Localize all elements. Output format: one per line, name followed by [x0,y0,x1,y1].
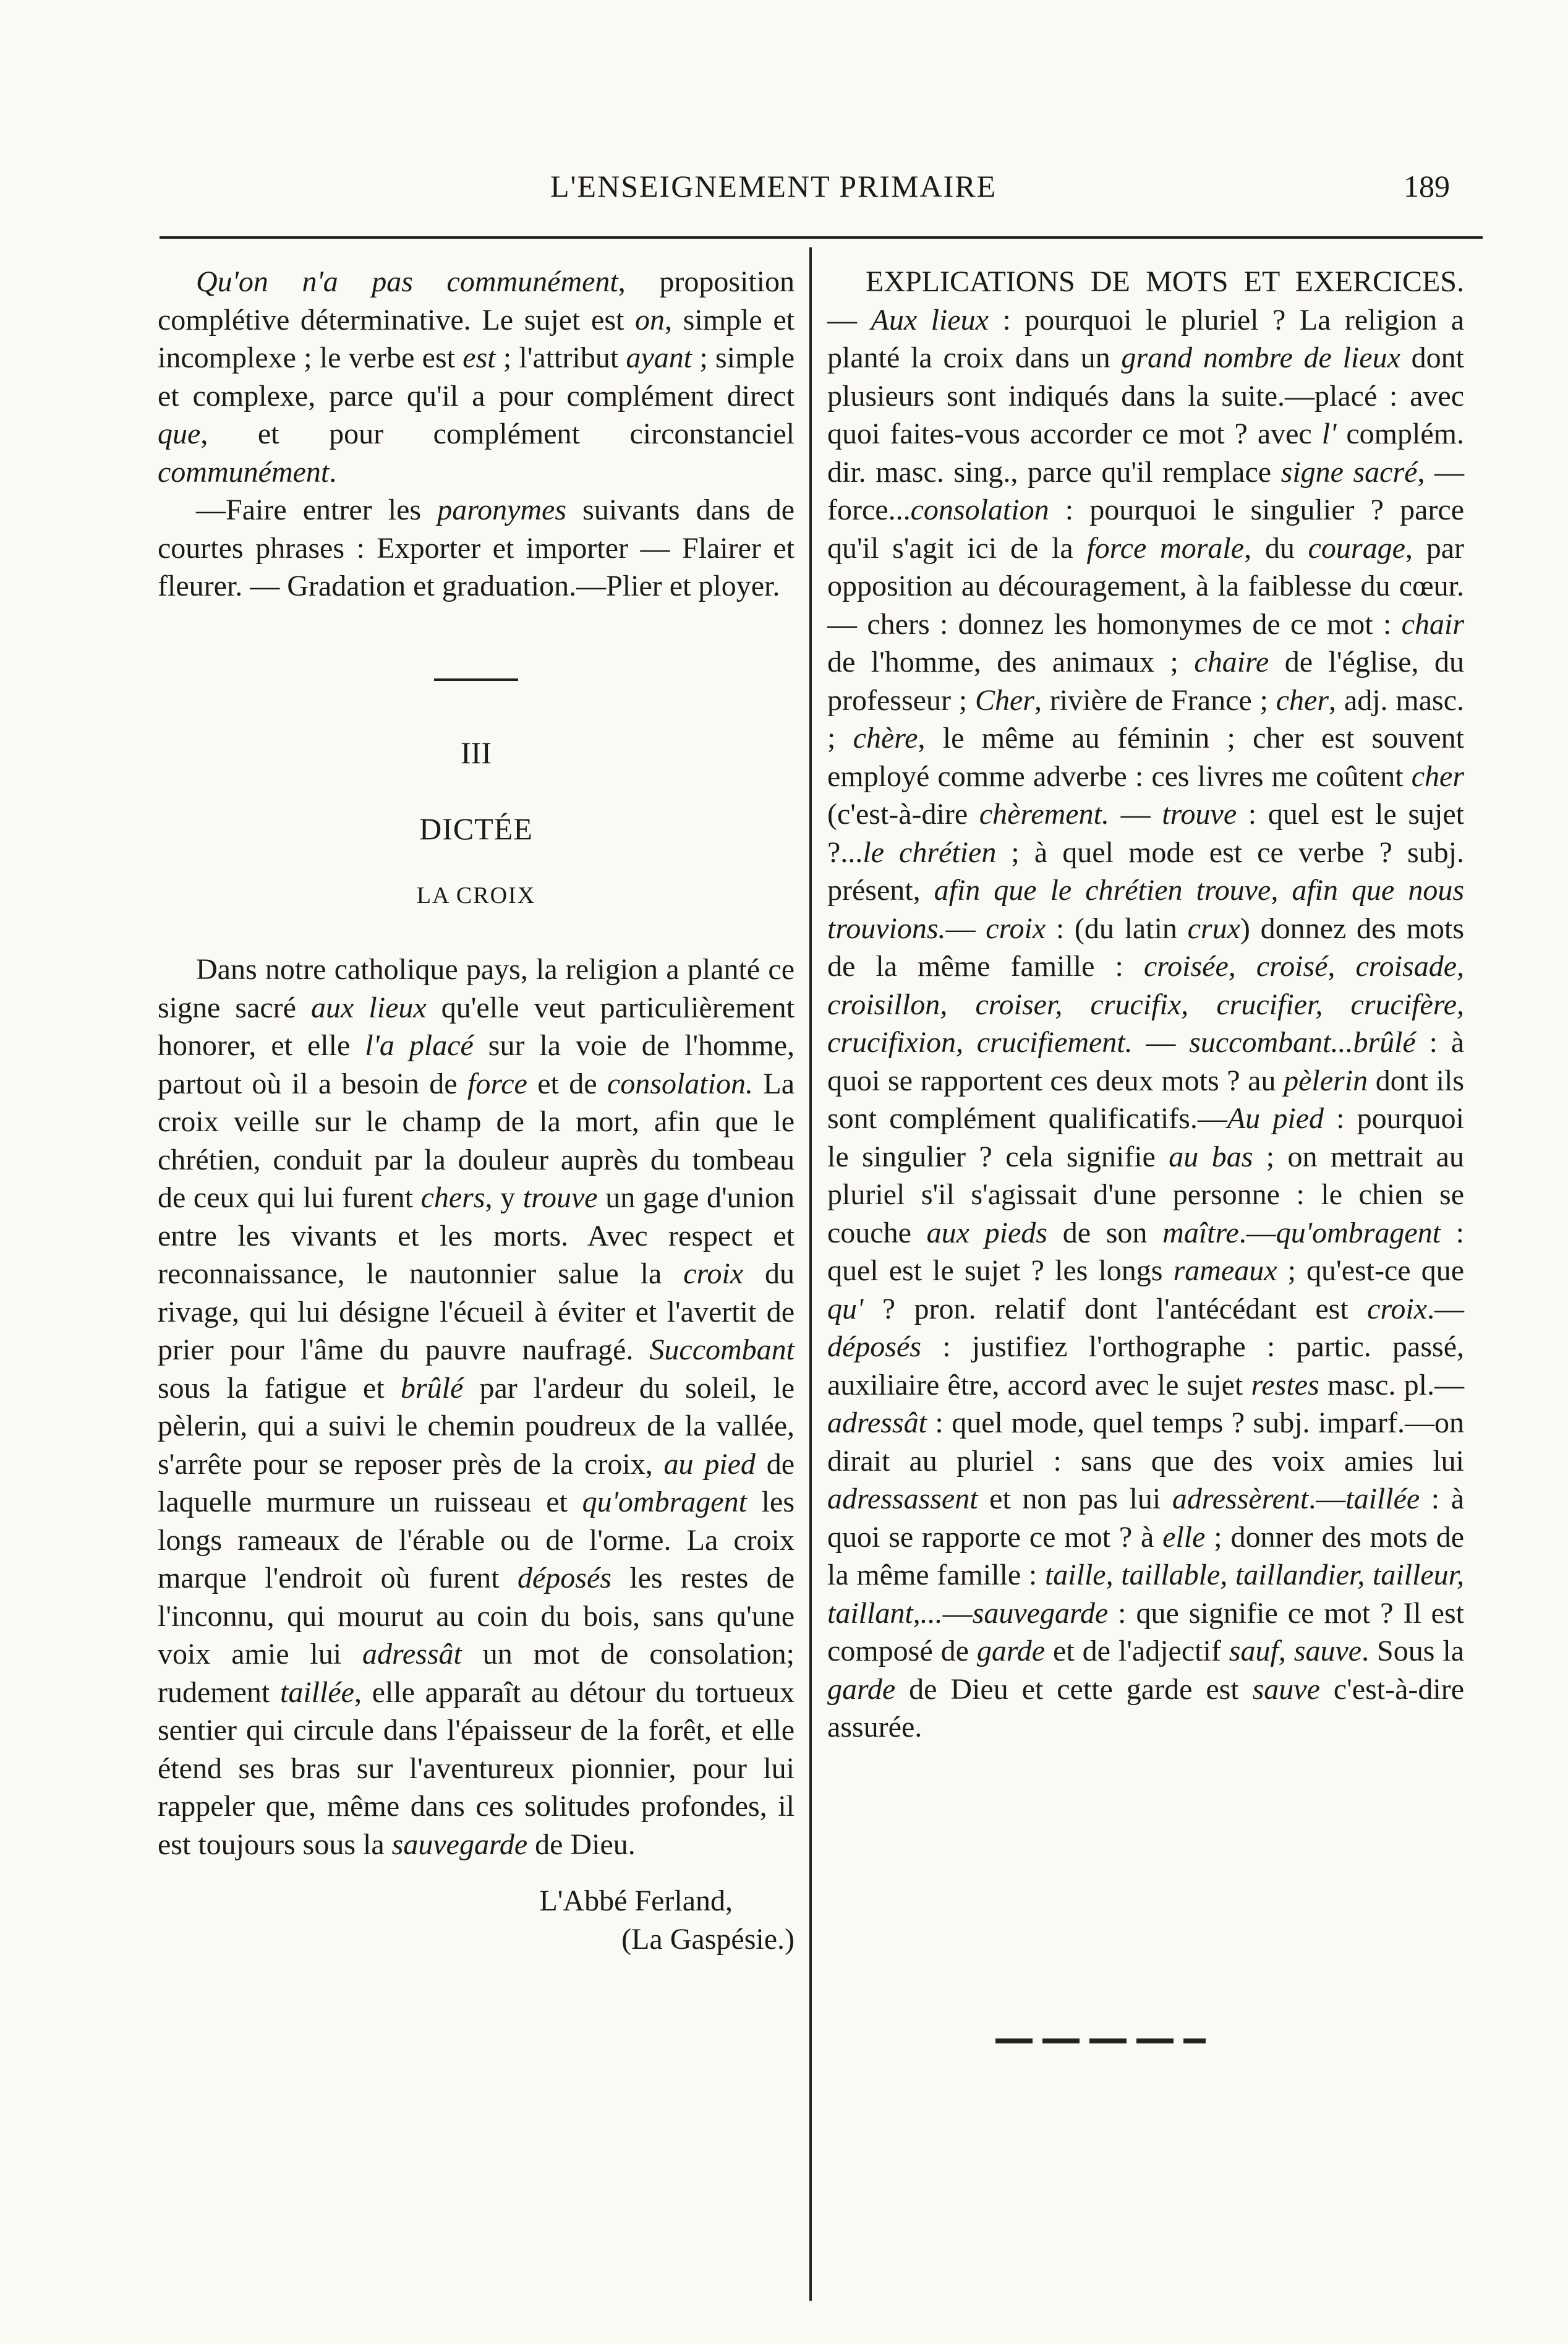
text-run: un mot de consolation; rudement [158,1638,795,1709]
text-run: les longs rameaux de l'érable ou de l'orme. La croix marque l'endroit où furent [158,1486,795,1594]
italic-term: le chrétien [863,836,997,869]
section-title: DICTÉE [419,811,533,846]
italic-term: sauf, sauve [1229,1635,1362,1667]
italic-term: cher [1276,683,1329,717]
dictation-text [158,951,795,1863]
page-number: 189 [1404,169,1450,203]
text-run: : pourquoi le pluriel ? La religion a planté la croix dans un [827,303,1465,374]
text-run: de Dieu et cette garde est [895,1672,1253,1706]
italic-term: Au pied [1227,1102,1324,1135]
italic-term: force morale [1086,531,1245,565]
text-run: un gage d'union entre les vivants et les morts. Avec respect et reconnaissance, le nautonnier salue la [158,1181,795,1290]
italic-term: communément [158,455,330,489]
explanations-text [827,263,1464,1747]
italic-term: trouve [522,1181,598,1214]
text-run: dont ils sont complément qualificatifs.— [827,1064,1465,1135]
text-run: c'est-à-dire assurée. [827,1672,1465,1743]
italic-term: chers [420,1181,485,1214]
italic-term: on [635,303,665,336]
italic-term: courage [1308,531,1405,565]
italic-term: succombant...brûlé [1189,1026,1416,1059]
text-run: ; à quel mode est ce verbe ? subj. présent, [827,836,1465,907]
italic-term: maître [1162,1216,1239,1249]
text-run: : quel est le sujet ? les longs [827,1216,1465,1287]
text-run: — [942,1596,973,1630]
italic-term: au pied [663,1447,756,1481]
text-run: et de [527,1067,607,1100]
header-rule [160,236,1483,239]
italic-term: l'a placé [365,1029,474,1062]
italic-term: Succombant [649,1333,795,1366]
column-divider [809,247,812,2301]
italic-term: rameaux [1173,1254,1277,1287]
text-run: ? pron. relatif dont l'antécédant est [863,1292,1368,1325]
italic-term: qu'ombragent [582,1486,747,1518]
italic-term: paronymes [437,494,567,526]
section-subtitle: LA CROIX [416,882,536,909]
text-run: et de l'adjectif [1045,1635,1229,1667]
text-run: , simple et incomplexe ; le verbe est [158,303,795,374]
text-run: de l'homme, des animaux ; [827,646,1195,678]
text-run: les restes de l'inconnu, qui mourut au coin du bois, sans qu'une voix amie lui [158,1562,795,1670]
italic-term: consolation [910,494,1049,526]
italic-term: chair [1401,607,1464,641]
text-run: (c'est-à-dire [827,798,979,831]
italic-term: brûlé [400,1371,464,1405]
text-run: masc. pl.— [1319,1368,1465,1401]
text-run: qu'elle veut particulièrement honorer, et elle [158,991,795,1062]
text-run: . Sous la [1361,1635,1465,1667]
text-run: Dans notre catholique pays, la religion a planté ce signe sacré [158,953,795,1024]
text-run: , le même au féminin ; cher est souvent employé comme adverbe : ces livres me coûtent [827,722,1465,793]
text-run: : quel est le sujet ?... [827,798,1465,869]
text-run: sous la fatigue et [158,1371,401,1405]
text-run: .— [1238,1216,1276,1249]
italic-term: déposés [517,1562,611,1594]
text-run: : que signifie ce mot ? Il est composé de [827,1596,1464,1667]
section-number: III [461,735,492,770]
text-run: — [945,912,986,945]
italic-term: adressât [827,1406,927,1439]
text-run: : pourquoi le singulier ? parce qu'il s'agit ici de la [827,494,1464,565]
italic-term: croix [1367,1292,1427,1325]
text-run: ) donnez des mots de la même famille : [827,912,1464,983]
italic-term: elle [1162,1520,1206,1554]
text-run: —Faire entrer les [196,494,438,526]
text-run: , elle apparaît au détour du tortueux sentier qui circule dans l'épaisseur de la forêt, et elle étend ses bras sur l'aventureux pionnier, pour lui rappeler que, même dans ces solitudes profondes, il est toujours sous la [158,1675,795,1861]
italic-term: adressèrent [1172,1482,1309,1515]
text-run: : à quoi se rapporte ce mot ? à [827,1482,1465,1554]
text-run: ; donner des mots de la même famille : [827,1520,1465,1591]
italic-term: taille, taillable, taillandier, tailleur, taillant,... [827,1559,1464,1630]
text-run: . [329,455,337,489]
italic-term: adressassent [827,1482,978,1515]
text-run: , et pour complément circonstanciel [200,417,795,450]
text-run: — [1132,1026,1190,1059]
text-run: ; qu'est-ce que [1277,1254,1464,1287]
italic-term: croisée, croisé, croisade, croisillon, croiser, crucifix, crucifier, crucifère, crucifixion, crucifiement. [827,950,1465,1059]
italic-term: aux pieds [926,1216,1047,1249]
text-run: complém. dir. masc. sing., parce qu'il remplace [827,417,1464,489]
text-run: , par opposition au découragement, à la faiblesse du cœur.— chers : donnez les homonymes de ce mot : [827,531,1464,641]
italic-term: Aux lieux [871,303,989,336]
italic-term: taillée [279,1675,354,1709]
end-ornament-rule [995,2038,1206,2043]
italic-term: adressât [362,1638,462,1670]
italic-term: restes [1251,1368,1319,1401]
italic-term: que [158,417,201,450]
italic-term: signe sacré [1280,455,1418,489]
text-run: et non pas lui [978,1482,1172,1515]
text-run: , rivière de France ; [1034,683,1276,717]
italic-term: au bas [1169,1140,1253,1173]
italic-term: chèrement. [979,798,1109,831]
italic-term: croix [986,912,1046,945]
italic-term: sauvegarde [391,1828,528,1861]
italic-term: qu'ombragent [1276,1216,1441,1249]
text-run: de laquelle murmure un ruisseau et [158,1447,795,1518]
italic-term: chaire [1194,646,1269,678]
italic-term: qu' [827,1292,864,1325]
italic-term: crux [1187,912,1240,945]
text-run: de son [1047,1216,1163,1249]
text-run: : quel mode, quel temps ? subj. imparf.—on dirait au pluriel : sans que des voix amies lui [827,1406,1464,1478]
italic-term: cher [1411,759,1464,793]
intro-paragraph [158,263,795,491]
text-run: — [1109,798,1162,831]
italic-term: consolation. [607,1067,753,1100]
right-column [827,263,1464,1747]
text-run: suivants dans de courtes phrases : Exporter et importer — Flairer et fleurer. — Gradation et graduation.—Plier et ployer. [158,494,795,602]
text-run: de l'église, du professeur ; [827,646,1464,717]
text-run: La croix veille sur le champ de la mort, afin que le chrétien, conduit par la douleur auprès du tombeau de ceux qui lui furent [158,1067,795,1214]
left-column [158,263,795,1958]
italic-term: garde [976,1635,1046,1667]
italic-term: trouve [1162,798,1237,831]
text-run: : pourquoi le singulier ? cela signifie [827,1102,1464,1173]
italic-term: Qu'on n'a pas communément [196,265,618,298]
text-run: , proposition complétive déterminative. Le sujet est [158,265,795,336]
text-run: : justifiez l'orthographe : partic. passé, auxiliaire être, accord avec le sujet [827,1330,1464,1401]
text-run: de Dieu. [527,1828,636,1861]
text-run: , du [1244,531,1308,565]
italic-term: sauvegarde [972,1596,1109,1630]
text-run: : (du latin [1046,912,1188,945]
text-run: par l'ardeur du soleil, le pèlerin, qui a suivi le chemin poudreux de la vallée, s'arrête pour se reposer près de la croix, [158,1371,795,1481]
italic-term: sauve [1252,1672,1320,1706]
exercise-paragraph [158,491,795,605]
text-run: EXPLICATIONS DE MOTS ET EXERCICES. — [827,265,1464,336]
italic-term: chère [853,722,918,755]
italic-term: Cher [974,683,1034,717]
text-run: , — force... [827,455,1465,526]
signature-name: L'Abbé Ferland, [539,1884,733,1917]
italic-term: est [462,341,496,374]
italic-term: grand nombre de lieux [1121,341,1400,374]
italic-term: croix [683,1257,744,1290]
text-run: : à quoi se rapportent ces deux mots ? au [827,1026,1464,1097]
italic-term: l' [1321,417,1337,450]
italic-term: ayant [626,341,692,374]
italic-term: afin que le chrétien trouve, afin que nous trouvions. [827,874,1464,945]
text-run: .— [1427,1292,1464,1325]
text-run: dont plusieurs sont indiqués dans la suite.—placé : avec quoi faites-vous accorder ce mot ? avec [827,341,1465,450]
running-header-title: L'ENSEIGNEMENT PRIMAIRE [550,169,997,203]
text-run: , adj. masc. ; [827,683,1465,755]
italic-term: déposés [827,1330,921,1363]
text-run: , y [485,1181,523,1214]
text-run: ; simple et complexe, parce qu'il a pour complément direct [158,341,795,413]
text-run: ; l'attribut [495,341,626,374]
text-run: ; on mettrait au pluriel s'il s'agissait d'une personne : le chien se couche [827,1140,1464,1249]
text-run: sur la voie de l'homme, partout où il a besoin de [158,1029,795,1100]
italic-term: pèlerin [1284,1064,1368,1097]
italic-term: force [467,1067,527,1100]
text-run: .— [1308,1482,1346,1515]
italic-term: garde [827,1672,896,1706]
signature-source: (La Gaspésie.) [621,1922,795,1956]
text-run: du rivage, qui lui désigne l'écueil à éviter et l'avertit de prier pour l'âme du pauvre naufragé. [158,1257,795,1366]
italic-term: aux lieux [311,991,427,1024]
italic-term: taillée [1345,1482,1420,1515]
